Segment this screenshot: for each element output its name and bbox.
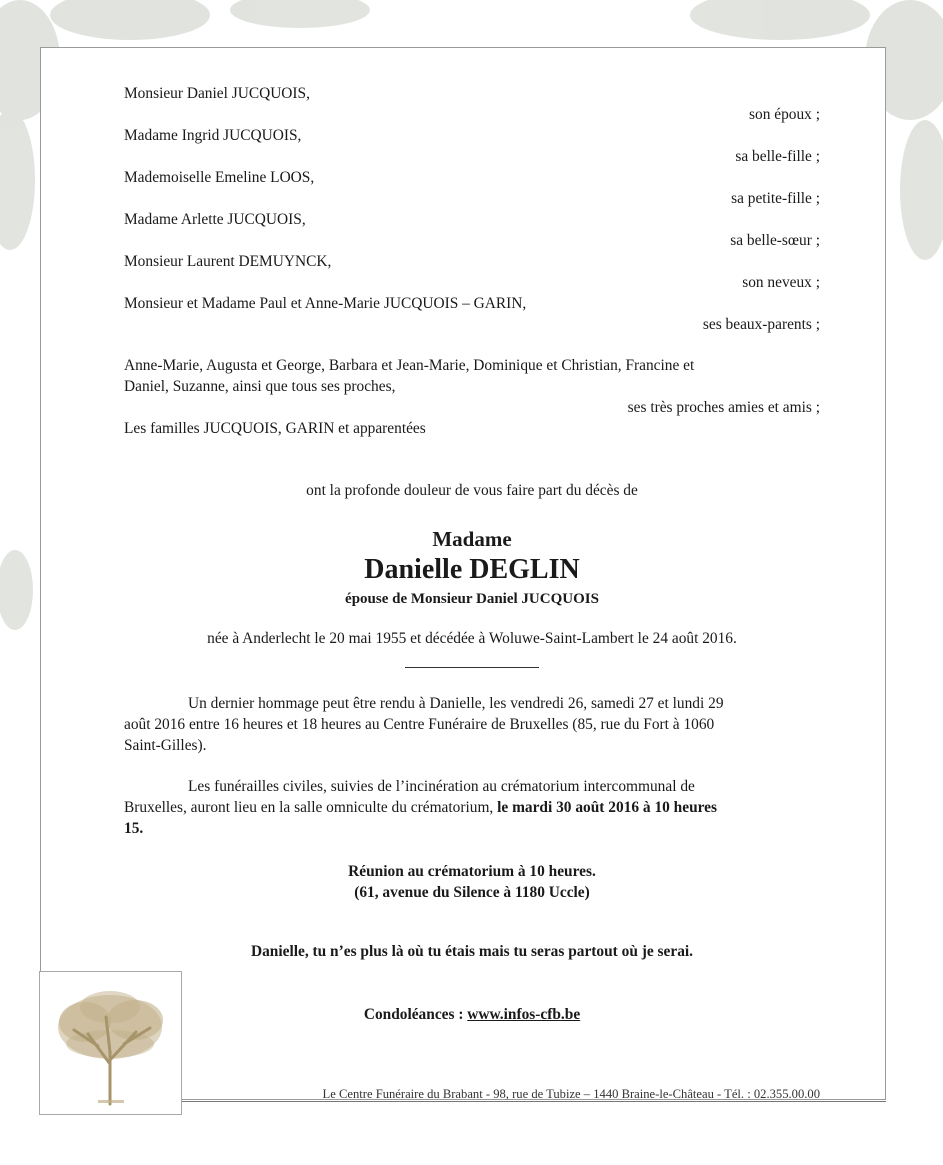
condoleances-link[interactable]: www.infos-cfb.be bbox=[467, 1006, 581, 1023]
funerailles-date-bold: le mardi 30 août 2016 à 10 heures bbox=[497, 799, 718, 816]
footer-address: Le Centre Funéraire du Brabant - 98, rue de Tubize – 1440 Braine-le-Château - Tél. : 02.355.00.00 bbox=[322, 1087, 820, 1101]
family-relation-1: sa belle-fille ; bbox=[735, 148, 820, 165]
funerailles-line-2-plain: Bruxelles, auront lieu en la salle omniculte du crématorium, bbox=[124, 799, 498, 816]
tree-logo-box bbox=[39, 971, 182, 1115]
hommage-line-1: Un dernier hommage peut être rendu à Danielle, les vendredi 26, samedi 27 et lundi 29 bbox=[188, 695, 724, 712]
friends-line-1: Anne-Marie, Augusta et George, Barbara et Jean-Marie, Dominique et Christian, Francine et bbox=[124, 357, 695, 374]
funerailles-line-3: 15. bbox=[124, 820, 144, 837]
family-name-4: Monsieur Laurent DEMUYNCK, bbox=[124, 253, 332, 270]
deceased-spouse: épouse de Monsieur Daniel JUCQUOIS bbox=[345, 591, 599, 607]
tree-icon bbox=[40, 972, 181, 1114]
friends-relation: ses très proches amies et amis ; bbox=[627, 399, 820, 416]
family-name-3: Madame Arlette JUCQUOIS, bbox=[124, 211, 306, 228]
funerailles-line-1: Les funérailles civiles, suivies de l’incinération au crématorium intercommunal de bbox=[188, 778, 695, 795]
condoleances-label: Condoléances : bbox=[363, 1006, 468, 1023]
deceased-title: Madame bbox=[432, 527, 512, 551]
family-relation-3: sa belle-sœur ; bbox=[730, 232, 820, 249]
family-relation-4: son neveux ; bbox=[742, 274, 820, 291]
condoleances-line bbox=[124, 1005, 820, 1025]
family-relation-5: ses beaux-parents ; bbox=[702, 316, 820, 333]
hommage-line-3: Saint-Gilles). bbox=[124, 737, 207, 754]
family-relation-2: sa petite-fille ; bbox=[731, 190, 820, 207]
funerailles-line-2 bbox=[124, 798, 820, 818]
hommage-line-2: août 2016 entre 16 heures et 18 heures au Centre Funéraire de Bruxelles (85, rue du Fort à 1060 bbox=[124, 716, 715, 733]
family-relation-0: son époux ; bbox=[749, 106, 820, 123]
friends-line-2: Daniel, Suzanne, ainsi que tous ses proches, bbox=[124, 378, 396, 395]
footer-rule bbox=[182, 1101, 886, 1102]
family-name-5: Monsieur et Madame Paul et Anne-Marie JUCQUOIS – GARIN, bbox=[124, 295, 527, 312]
separator-line bbox=[405, 667, 539, 668]
announcement-text: ont la profonde douleur de vous faire part du décès de bbox=[306, 482, 638, 499]
family-name-0: Monsieur Daniel JUCQUOIS, bbox=[124, 85, 310, 102]
family-name-2: Mademoiselle Emeline LOOS, bbox=[124, 169, 315, 186]
deceased-dates: née à Anderlecht le 20 mai 1955 et décédée à Woluwe-Saint-Lambert le 24 août 2016. bbox=[207, 630, 737, 647]
closing-quote: Danielle, tu n’es plus là où tu étais mais tu seras partout où je serai. bbox=[250, 943, 694, 960]
family-name-1: Madame Ingrid JUCQUOIS, bbox=[124, 127, 302, 144]
reunion-line-1: Réunion au crématorium à 10 heures. bbox=[348, 863, 596, 880]
deceased-name: Danielle DEGLIN bbox=[364, 554, 580, 585]
reunion-line-2: (61, avenue du Silence à 1180 Uccle) bbox=[354, 884, 590, 901]
families-line: Les familles JUCQUOIS, GARIN et apparentées bbox=[124, 420, 426, 437]
